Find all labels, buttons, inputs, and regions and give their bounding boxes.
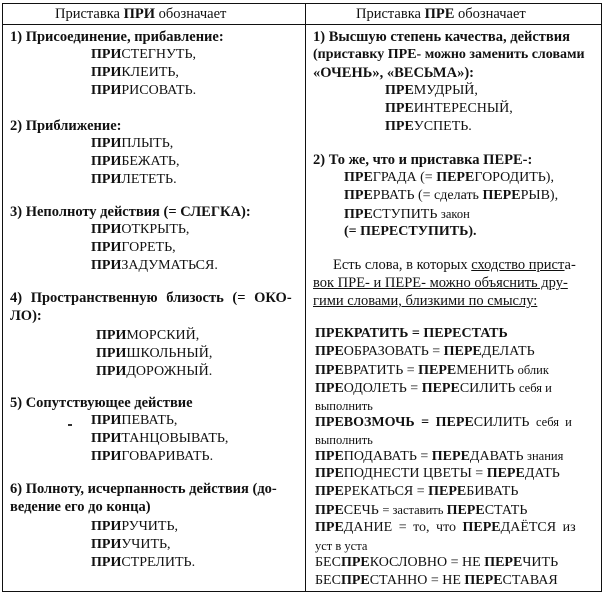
stray-dash xyxy=(68,424,72,426)
pre-pere-pair: БЕСПРЕСТАННО = НЕ ПЕРЕСТАВАЯ xyxy=(315,573,558,588)
pre-pere-pair: ПРЕДАНИЕ = то, что ПЕРЕДАЁТСЯ из xyxy=(315,520,576,535)
note-line-2: вок ПРЕ- и ПЕРЕ- можно объяснить дру- xyxy=(313,275,568,291)
pri-example: ПРИСТРЕЛИТЬ. xyxy=(91,555,196,570)
pre-pere-pair: ПРЕОБРАЗОВАТЬ = ПЕРЕДЕЛАТЬ xyxy=(315,344,535,359)
pri-example: ПРИДОРОЖНЫЙ. xyxy=(96,364,213,379)
pri-section-4-title: 4) Пространственную близость (= ОКО- xyxy=(10,290,292,306)
header-left: Приставка ПРИ обозначает xyxy=(55,6,227,22)
pre-pere-pair: ПРЕВРАТИТЬ = ПЕРЕМЕНИТЬ облик xyxy=(315,363,549,378)
pri-section-5-title: 5) Сопутствующее действие xyxy=(10,395,193,411)
pri-example: ПРИЗАДУМАТЬСЯ. xyxy=(91,258,218,273)
pre-pere-pair-cont: уст в уста xyxy=(315,539,368,553)
pre-pere-pair: ПРЕРЕКАТЬСЯ = ПЕРЕБИВАТЬ xyxy=(315,484,519,499)
pri-example: ПРИТАНЦОВЫВАТЬ, xyxy=(91,431,229,446)
header-right: Приставка ПРЕ обозначает xyxy=(356,6,526,22)
note-line-1: Есть слова, в которых сходство приста- xyxy=(333,257,576,273)
pre-pere-pair: ПРЕВОЗМОЧЬ = ПЕРЕСИЛИТЬ себя и xyxy=(315,415,572,430)
pri-example: ПРИГОРЕТЬ, xyxy=(91,240,176,255)
header-divider xyxy=(3,24,601,25)
pre-pere-pair: БЕСПРЕКОСЛОВНО = НЕ ПЕРЕЧИТЬ xyxy=(315,555,559,570)
column-divider xyxy=(305,4,306,591)
pri-example: ПРИГОВАРИВАТЬ. xyxy=(91,449,214,464)
pri-example: ПРИОТКРЫТЬ, xyxy=(91,222,190,237)
pri-example: ПРИУЧИТЬ, xyxy=(91,537,171,552)
pri-section-1-title: 1) Присоединение, прибавление: xyxy=(10,29,224,45)
pri-section-6-title-cont: ведение его до конца) xyxy=(10,499,151,515)
pri-example: ПРИРИСОВАТЬ. xyxy=(91,83,197,98)
pre-example: (= ПЕРЕСТУПИТЬ). xyxy=(344,224,477,239)
pre-example: ПРЕСТУПИТЬ закон xyxy=(344,207,470,222)
pri-section-3-title: 3) Неполноту действия (= СЛЕГКА): xyxy=(10,204,251,220)
pri-example: ПРИБЕЖАТЬ, xyxy=(91,154,180,169)
pre-example: ПРЕУСПЕТЬ. xyxy=(385,119,472,134)
pre-pere-pair: ПРЕКРАТИТЬ = ПЕРЕСТАТЬ xyxy=(315,326,508,341)
pri-example: ПРИМОРСКИЙ, xyxy=(96,328,200,343)
pri-section-2-title: 2) Приближение: xyxy=(10,118,122,134)
pre-section-1-title: 1) Высшую степень качества, действия xyxy=(313,29,570,45)
pri-example: ПРИШКОЛЬНЫЙ, xyxy=(96,346,213,361)
pri-example: ПРИПЛЫТЬ, xyxy=(91,136,174,151)
pre-pere-pair: ПРЕПОДАВАТЬ = ПЕРЕДАВАТЬ знания xyxy=(315,449,564,464)
pre-pere-pair: ПРЕПОДНЕСТИ ЦВЕТЫ = ПЕРЕДАТЬ xyxy=(315,466,560,481)
pre-section-1-title-cont: (приставку ПРЕ- можно заменить словами xyxy=(313,47,585,62)
pri-section-6-title: 6) Полноту, исчерпанность действия (до- xyxy=(10,481,277,497)
pre-example: ПРЕИНТЕРЕСНЫЙ, xyxy=(385,101,513,116)
pre-pere-pair-cont: выполнить xyxy=(315,433,373,447)
pre-section-2-title: 2) То же, что и приставка ПЕРЕ-: xyxy=(313,152,533,168)
pri-example: ПРИПЕВАТЬ, xyxy=(91,413,178,428)
pri-example: ПРИКЛЕИТЬ, xyxy=(91,65,179,80)
pre-pere-pair: ПРЕСЕЧЬ = заставить ПЕРЕСТАТЬ xyxy=(315,503,528,518)
pri-example: ПРИРУЧИТЬ, xyxy=(91,519,178,534)
pre-example: ПРЕМУДРЫЙ, xyxy=(385,83,478,98)
pri-section-4-title-cont: ЛО): xyxy=(10,308,42,324)
pre-pere-pair-cont: выполнить xyxy=(315,399,373,413)
pri-example: ПРИСТЕГНУТЬ, xyxy=(91,47,196,62)
note-line-3: гими словами, близкими по смыслу: xyxy=(313,293,538,309)
pre-pere-pair: ПРЕОДОЛЕТЬ = ПЕРЕСИЛИТЬ себя и xyxy=(315,381,552,396)
pre-section-1-title-cont: «ОЧЕНЬ», «ВЕСЬМА»): xyxy=(313,65,474,81)
rule-table xyxy=(2,3,602,592)
pre-example: ПРЕГРАДА (= ПЕРЕГОРОДИТЬ), xyxy=(344,170,554,185)
pri-example: ПРИЛЕТЕТЬ. xyxy=(91,172,177,187)
pre-example: ПРЕРВАТЬ (= сделать ПЕРЕРЫВ), xyxy=(344,188,559,203)
